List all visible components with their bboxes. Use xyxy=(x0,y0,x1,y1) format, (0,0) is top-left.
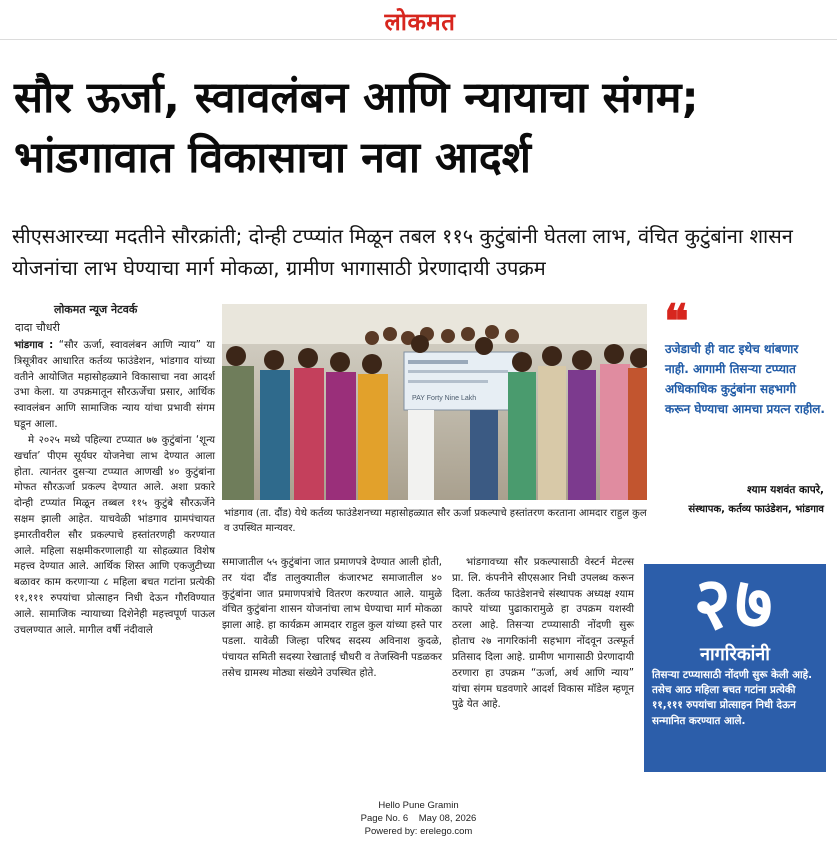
cheque-text: PAY Forty Nine Lakh xyxy=(412,395,477,402)
article-column-2 xyxy=(222,555,442,682)
pull-quote xyxy=(662,294,832,540)
article-paragraph: मे २०२५ मध्ये पहिल्या टप्प्यात ७७ कुटुंबांना ‘शून्य खर्चात’ पीएम सूर्यघर योजनेचा लाभ देण्यात आला होता. त्यानंतर दुसऱ्या टप्प्यात आणखी ४० कुटुंबांना मोफत सौरऊर्जा प्रकल्प देण्यात आले. अशा प्रकारे दोन्ही टप्प्यांत मिळून तब्बल ११५ कुटुंबे सौरऊर्जेने सक्षम झाली आहेत. याचवेळी भांडगाव ग्रामपंचायत इमारतीवरील सौर प्रकल्पाचे हस्तांतरणही करण्यात आले. महिला सक्षमीकरणालाही या सोहळ्यात विशेष महत्त्व देण्यात आले. आर्थिक शिस्त आणि एकजुटीच्या बळावर काम करणाऱ्या ८ महिला बचत गटांना प्रत्येकी ११,१११ रुपयांचा प्रोत्साहन निधी देऊन गौरविण्यात आले. सामाजिक न्यायाच्या दिशेनेही महत्त्वपूर्ण पाऊल उचलण्यात आले. मागील वर्षी नंदीवाले xyxy=(14,434,215,636)
page-info: Page No. 6 May 08, 2026 xyxy=(360,812,477,824)
article-paragraph: समाजातील ५५ कुटुंबांना जात प्रमाणपत्रे देण्यात आली होती, तर यंदा दौंड तालुक्यातील कंजारभट समाजातील ४० कुटुंबांना जात प्रमाणपत्रांचे वितरण करण्यात आले. यामुळे वंचित कुटुंबांना शासन योजनांचा लाभ घेण्याचा मार्ग मोकळा झाला आहे. हा कार्यक्रम आमदार राहुल कुल यांच्या हस्ते पार पडला. यावेळी जिल्हा परिषद सदस्य अविनाश कुदळे, पंचायत समिती सदस्या रेखाताई चौधरी व तेजस्विनी पडळकर तसेच ग्रामस्थ मोठ्या संख्येने उपस्थित होते. xyxy=(222,557,442,679)
article-column-1 xyxy=(14,338,215,638)
stat-highlight-box xyxy=(644,560,826,772)
stat-description: तिसऱ्या टप्प्यासाठी नोंदणी सुरू केली आहे. तसेच आठ महिला बचत गटांना प्रत्येकी ११,१११ रुपयांचा प्रोत्साहन निधी देऊन सन्मानित करण्यात आले. xyxy=(652,669,812,727)
masthead xyxy=(0,0,837,40)
pull-quote-author: श्याम यशवंत कापरे, xyxy=(747,484,824,496)
article-headline: सौर ऊर्जा, स्वावलंबन आणि न्यायाचा संगम; भांडगावात विकासाचा नवा आदर्श xyxy=(14,73,699,184)
pull-quote-role: संस्थापक, कर्तव्य फाउंडेशन, भांडगाव xyxy=(688,504,824,515)
powered-by-link[interactable]: Powered by: erelego.com xyxy=(364,825,473,837)
stat-label: नागरिकांनी xyxy=(700,644,770,665)
reporter-name: दादा चौधरी xyxy=(15,321,60,334)
pull-quote-text: उजेडाची ही वाट इथेच थांबणार नाही. आगामी तिसऱ्या टप्प्यात अधिकाधिक कुटुंबांना सहभागी करून घेण्याचा आमचा प्रयत्न राहील. xyxy=(665,342,825,416)
event-photo-illustration xyxy=(222,304,647,500)
article-paragraph: भांडगावच्या सौर प्रकल्पासाठी वेस्टर्न मेटल्स प्रा. लि. कंपनीने सीएसआर निधी उपलब्ध करून दिला. कर्तव्य फाउंडेशनचे संस्थापक अध्यक्ष श्याम कापरे यांच्या पुढाकारामुळे हा उपक्रम यशस्वी ठरला आहे. तिसऱ्या टप्प्यासाठी नोंदणी सुरू होताच २७ नागरिकांनी सहभाग नोंदवून उत्स्फूर्त प्रतिसाद दिला आहे. ग्रामीण भागासाठी प्रेरणादायी ठरणारा हा उपक्रम “ऊर्जा, अर्थ आणि न्याय” यांचा संगम घडवणारे आदर्श विकास मॉडेल म्हणून पुढे येत आहे. xyxy=(452,557,634,711)
place-name: भांडगाव : xyxy=(14,340,54,351)
photo-caption: भांडगाव (ता. दौंड) येथे कर्तव्य फाउंडेशनच्या महासोहळ्यात सौर ऊर्जा प्रकल्पाचे हस्तांतरण करताना आमदार राहुल कुल व उपस्थित मान्यवर. xyxy=(224,508,647,534)
stat-number: २७ xyxy=(693,560,777,645)
article-column-3 xyxy=(452,555,634,713)
byline: लोकमत न्यूज नेटवर्क xyxy=(54,303,138,316)
quote-mark-icon: ❝ xyxy=(664,294,689,348)
article-deck: सीएसआरच्या मदतीने सौरक्रांती; दोन्ही टप्प्यांत मिळून तबल ११५ कुटुंबांनी घेतला लाभ, वंचित कुटुंबांना शासन योजनांचा लाभ घेण्याचा मार्ग मोकळा, ग्रामीण भागासाठी प्रेरणादायी उपक्रम xyxy=(12,224,793,281)
event-photo xyxy=(222,304,647,500)
article-paragraph: भांडगाव : “सौर ऊर्जा, स्वावलंबन आणि न्याय” या त्रिसूत्रीवर आधारित कर्तव्य फाउंडेशन, भांडगाव यांच्या वतीने आयोजित महासोहळ्याने विकासाचा नवा आदर्श उभा केला. या उपक्रमातून सौरऊर्जेचा प्रसार, आर्थिक स्वावलंबन आणि सामाजिक न्याय यांचा प्रभावी संगम घडून आला. xyxy=(14,340,215,431)
edition-name: Hello Pune Gramin xyxy=(378,800,459,811)
lokmat-logo: लोकमत xyxy=(384,7,456,36)
page-footer xyxy=(0,800,837,838)
